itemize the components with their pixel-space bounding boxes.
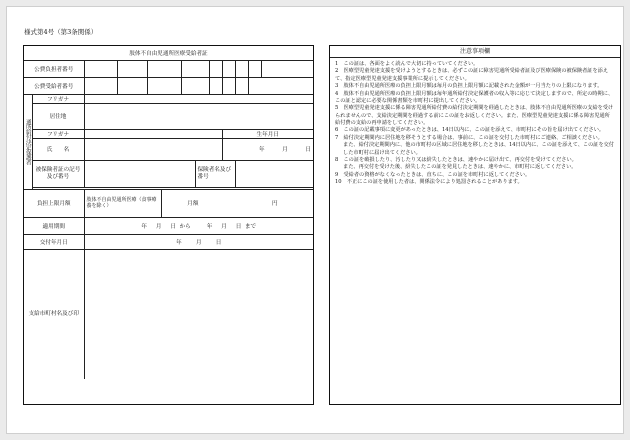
period-from-word: から [179,223,191,230]
issue-day: 日 [215,239,222,246]
note-item: 4 肢体不自由児通所医療の負担上限月額は毎年通所給付決定保護者の収入等に応じて決定しますので、所定の時期に、この証と認定に必要な関係書類を市町村に提出してください。 [335,90,614,104]
guardian-section-label: 通所給付決定保護者 [24,94,32,189]
furigana-label: フリガナ [32,94,84,103]
period-value [84,217,313,234]
period-to-year: 年 [206,223,213,230]
insured-card-value [84,160,195,187]
insured-card-label: 被保険者証の記号及び番号 [32,160,84,187]
payer-digit-box [248,60,261,77]
notes-panel [329,45,621,405]
issue-year: 年 [176,239,182,246]
notes-body [330,58,620,186]
limit-amount [161,189,313,217]
recipient-digit-box [117,77,147,94]
payer-digit-box [235,60,248,77]
note-item: 9 受給者の資格がなくなったときは、直ちに、この証を市町村に返してください。 [335,171,531,178]
period-until-word: まで [244,223,257,230]
payer-blank [261,60,313,77]
period-from-month: 月 [155,223,162,230]
period-from-day: 日 [170,223,176,230]
payer-digit-box [209,60,222,77]
recipient-blank [248,77,313,94]
payer-digit-box [117,60,147,77]
recipient-digit-box [209,77,222,94]
name-furigana-label: フリガナ [32,129,84,138]
furigana-value [84,94,313,103]
period-from-year: 年 [141,223,147,230]
municipality-value [84,249,313,379]
note-subitem: また、給付決定期間内に、他の市町村の区域に居住地を移したときは、14日以内に、この証を添えて、この証を交付した市町村に届け出てください。 [343,142,615,156]
public-payer-number-label: 公費負担者番号 [24,60,84,77]
public-recipient-number-label: 公費受給者番号 [24,77,84,94]
payer-digit-box [222,60,235,77]
insurer-label: 保険者名及び番号 [195,160,235,187]
issue-date-value [84,234,313,249]
note-item: 3 肢体不自由児通所医療の負担上限月額は毎月の負担上限月額に記載された金額が一月当たりの上限になります。 [335,83,603,90]
address-value [84,103,313,129]
payer-digit-box [147,60,181,77]
note-item: 5 医療型児童発達支援に係る障害児通所給付費の給付決定期間を経過したときは、肢体不自由児通所医療の支給を受けられませんので、支給決定期間を経過する前にこの証をお返しください。また、医療型児童発達支援に係る障害児通所給付費の支給の再申請をしてください。 [335,105,614,126]
note-item: 6 この証の記載事項に変更があったときは、14日以内に、この証を添えて、市町村にその旨を届け出てください。 [335,127,605,134]
birthdate-value [222,138,313,160]
birth-year-unit: 年 [259,147,265,153]
insurer-value [235,160,313,187]
certificate-table [24,46,313,379]
limit-description: 肢体不自由児通所医療（食事療養を除く） [84,189,161,217]
form-page [6,6,624,434]
payer-digit-box [84,60,117,77]
monthly-label: 月額 [187,201,199,207]
form-number: 様式第4号（第3条関係） [24,28,98,36]
yen-unit: 円 [272,201,278,207]
note-item: 8 この証を破損したり、汚したり又は紛失したときは、速やかに届け出て、再交付を受けてください。 [335,156,577,163]
birthdate-label: 生年月日 [222,129,313,138]
note-subitem: また、再交付を受けた後、紛失したこの証を発見したときは、速やかに、市町村に返してください。 [343,164,577,171]
recipient-digit-box [84,77,117,94]
name-value [84,138,222,160]
issue-month: 月 [195,239,202,246]
note-item: 2 医療型児童発達支援を受けようとするときは、必ずこの証に障害児通所受給者証及び医療保険の被保険者証を添えて、指定医療型児童発達支援事業所に提示してください。 [335,68,609,82]
recipient-digit-box [222,77,235,94]
limit-label: 負担上限月額 [24,189,84,217]
recipient-digit-box [235,77,248,94]
note-item: 10 不正にこの証を使用した者は、関係法令により処罰されることがあります。 [335,179,523,185]
municipality-label: 支給市町村名及び印 [24,249,84,379]
name-label: 氏 名 [32,138,84,160]
birth-day-unit: 日 [305,147,311,153]
recipient-digit-box [147,77,181,94]
period-to-day: 日 [235,223,242,230]
note-item: 7 給付決定期間内に居住地を移そうとする場合は、事前に、この証を交付した市町村にご連絡、ご相談ください。 [335,134,603,141]
payer-digit-box [181,60,209,77]
certificate-panel [23,45,314,405]
note-item: 1 この証は、各面をよく読んで大切に持っていてください。 [335,61,479,67]
birth-month-unit: 月 [282,147,288,153]
notes-title: 注意事項欄 [330,46,620,58]
name-furigana-value [84,129,222,138]
issue-date-label: 交付年月日 [24,234,84,249]
address-label: 居住地 [32,103,84,129]
recipient-digit-box [181,77,209,94]
period-label: 適用期間 [24,217,84,234]
period-to-month: 月 [221,223,227,230]
certificate-title: 肢体不自由児通所医療受給者証 [24,46,313,60]
